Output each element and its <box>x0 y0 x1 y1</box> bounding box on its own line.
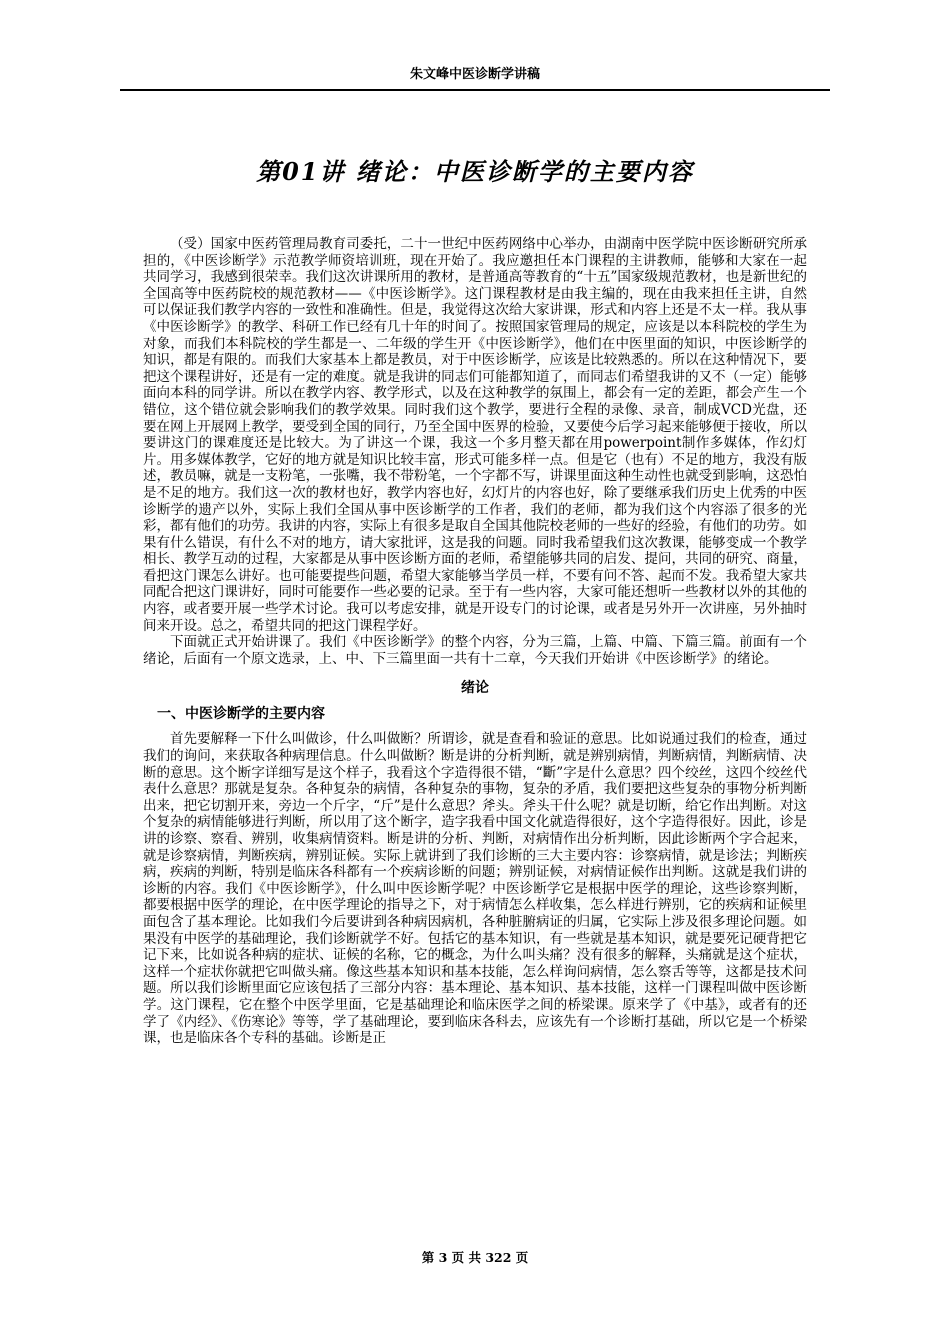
subsection-heading: 一、中医诊断学的主要内容 <box>157 706 325 723</box>
header-divider <box>120 89 830 91</box>
page-number: 第 3 页 共 322 页 <box>421 1250 529 1265</box>
chapter-title: 第01讲 绪论：中医诊断学的主要内容 <box>256 157 694 186</box>
body-text <box>143 236 807 1047</box>
intro-paragraph-2: 下面就正式开始讲课了。我们《中医诊断学》的整个内容，分为三篇，上篇、中篇、下篇三篇。前面有一个绪论，后面有一个原文选录，上、中、下三篇里面一共有十二章，今天我们开始讲《中医诊断学》的绪论。 <box>143 634 807 667</box>
intro-paragraph-1: （受）国家中医药管理局教育司委托，二十一世纪中医药网络中心举办，由湖南中医学院中医诊断研究所承担的，《中医诊断学》示范教学师资培训班，现在开始了。我应邀担任本门课程的主讲教师，能够和大家在一起共同学习，我感到很荣幸。我们这次讲课所用的教材，是普通高等教育的“十五”国家级规范教材，也是新世纪的全国高等中医药院校的规范教材——《中医诊断学》。这门课程教材是由我主编的，现在由我来担任主讲，自然可以保证我们教学内容的一致性和准确性。但是，我觉得这次给大家讲课，形式和内容上还是不太一样。我从事《中医诊断学》的教学、科研工作已经有几十年的时间了。按照国家管理局的规定，应该是以本科院校的学生为对象，而我们本科院校的学生都是一、二年级的学生开《中医诊断学》，他们在中医里面的知识，中医诊断学的知识，都是有限的。而我们大家基本上都是教员，对于中医诊断学，应该是比较熟悉的。所以在这种情况下，要把这个课程讲好，还是有一定的难度。就是我讲的同志们可能都知道了，而同志们希望我讲的又不（一定）能够面向本科的同学讲。所以在教学内容、教学形式，以及在这种教学的氛围上，都会有一定的差距，都会产生一个错位，这个错位就会影响我们的教学效果。同时我们这个教学，要进行全程的录像、录音，制成VCD光盘，还要在网上开展网上教学，要受到全国的同行，乃至全国中医界的检验，又要使今后学习起来能够便于接收，所以要讲这门的课难度还是比较大。为了讲这一个课，我这一个多月整天都在用powerpoint制作多媒体，作幻灯片。用多媒体教学，它好的地方就是知识比较丰富，形式可能多样一点。但是它（也有）不足的地方，我没有版述，教员嘛，就是一支粉笔，一张嘴，我不带粉笔，一个字都不写，讲课里面这种生动性也就受到影响，这恐怕是不足的地方。我们这一次的教材也好，教学内容也好，幻灯片的内容也好，除了要继承我们历史上优秀的中医诊断学的遗产以外，实际上我们全国从事中医诊断学的工作者，我们的老师，都为我们这个内容添了很多的光彩，都有他们的功劳。我讲的内容，实际上有很多是取自全国其他院校老师的一些好的经验，有他们的功劳。如果有什么错误，有什么不对的地方，请大家批评，这是我的问题。同时我希望我们这次教课，能够变成一个教学相长、教学互动的过程，大家都是从事中医诊断方面的老师，希望能够共同的启发、提问，共同的研究、商量，看把这门课怎么讲好。也可能要提些问题，希望大家能够当学员一样，不要有问不答、起而不发。我希望大家共同配合把这门课讲好，同时可能要作一些必要的记录。至于有一些内容，大家可能还想听一些教材以外的其他的内容，或者要开展一些学术讨论。我可以考虑安排，就是开设专门的讨论课，或者是另外开一次讲座，另外抽时间来开设。总之，希望共同的把这门课程学好。 <box>143 236 807 634</box>
section-heading: 绪论 <box>461 680 489 697</box>
section-paragraph-1: 首先要解释一下什么叫做诊，什么叫做断？所谓诊，就是查看和验证的意思。比如说通过我们的检查，通过我们的询问，来获取各种病理信息。什么叫做断？断是讲的分析判断，就是辨别病情，判断病情，判断病情、决断的意思。这个断字详细写是这个样子，我看这个字造得很不错，“斷”字是什么意思？四个绞丝，这四个绞丝代表什么意思？那就是复杂。各种复杂的病情，各种复杂的事物，复杂的矛盾，我们要把这些复杂的事物分析判断出来，把它切割开来，旁边一个斤字，“斤”是什么意思？斧头。斧头干什么呢？就是切断，给它作出判断。对这个复杂的病情能够进行判断，所以用了这个断字，造字我看中国文化就造得很好，这个字造得很好。因此，诊是讲的诊察、察看、辨别，收集病情资料。断是讲的分析、判断，对病情作出分析判断，因此诊断两个字合起来，就是诊察病情，判断疾病，辨别证候。实际上就讲到了我们诊断的三大主要内容：诊察病情，就是诊法；判断疾病，疾病的判断，特别是临床各科都有一个疾病诊断的问题；辨别证候，对病情证候作出判断。这就是我们讲的诊断的内容。我们《中医诊断学》，什么叫中医诊断学呢？中医诊断学它是根据中医学的理论，这些诊察判断，都要根据中医学的理论，在中医学理论的指导之下，对于病情怎么样收集，怎么样进行辨别，它的疾病和证候里面包含了基本理论。比如我们今后要讲到各种病因病机，各种脏腑病证的归属，它实际上涉及很多理论问题。如果没有中医学的基础理论，我们诊断就学不好。包括它的基本知识，有一些就是基本知识，就是要死记硬背把它记下来，比如说各种病的症状、证候的名称，它的概念，为什么叫头痛？没有很多的解释，头痛就是这个症状，这样一个症状你就把它叫做头痛。像这些基本知识和基本技能，怎么样询问病情，怎么察舌等等，这都是技术问题。所以我们诊断里面它应该包括了三部分内容：基本理论、基本知识、基本技能，这样一门课程叫做中医诊断学。这门课程，它在整个中医学里面，它是基础理论和临床医学之间的桥梁课。原来学了《中基》，或者有的还学了《内经》、《伤寒论》等等，学了基础理论，要到临床各科去，应该先有一个诊断打基础，所以它是一个桥梁课，也是临床各个专科的基础。诊断是正 <box>143 731 807 1047</box>
running-header: 朱文峰中医诊断学讲稿 <box>409 67 540 82</box>
